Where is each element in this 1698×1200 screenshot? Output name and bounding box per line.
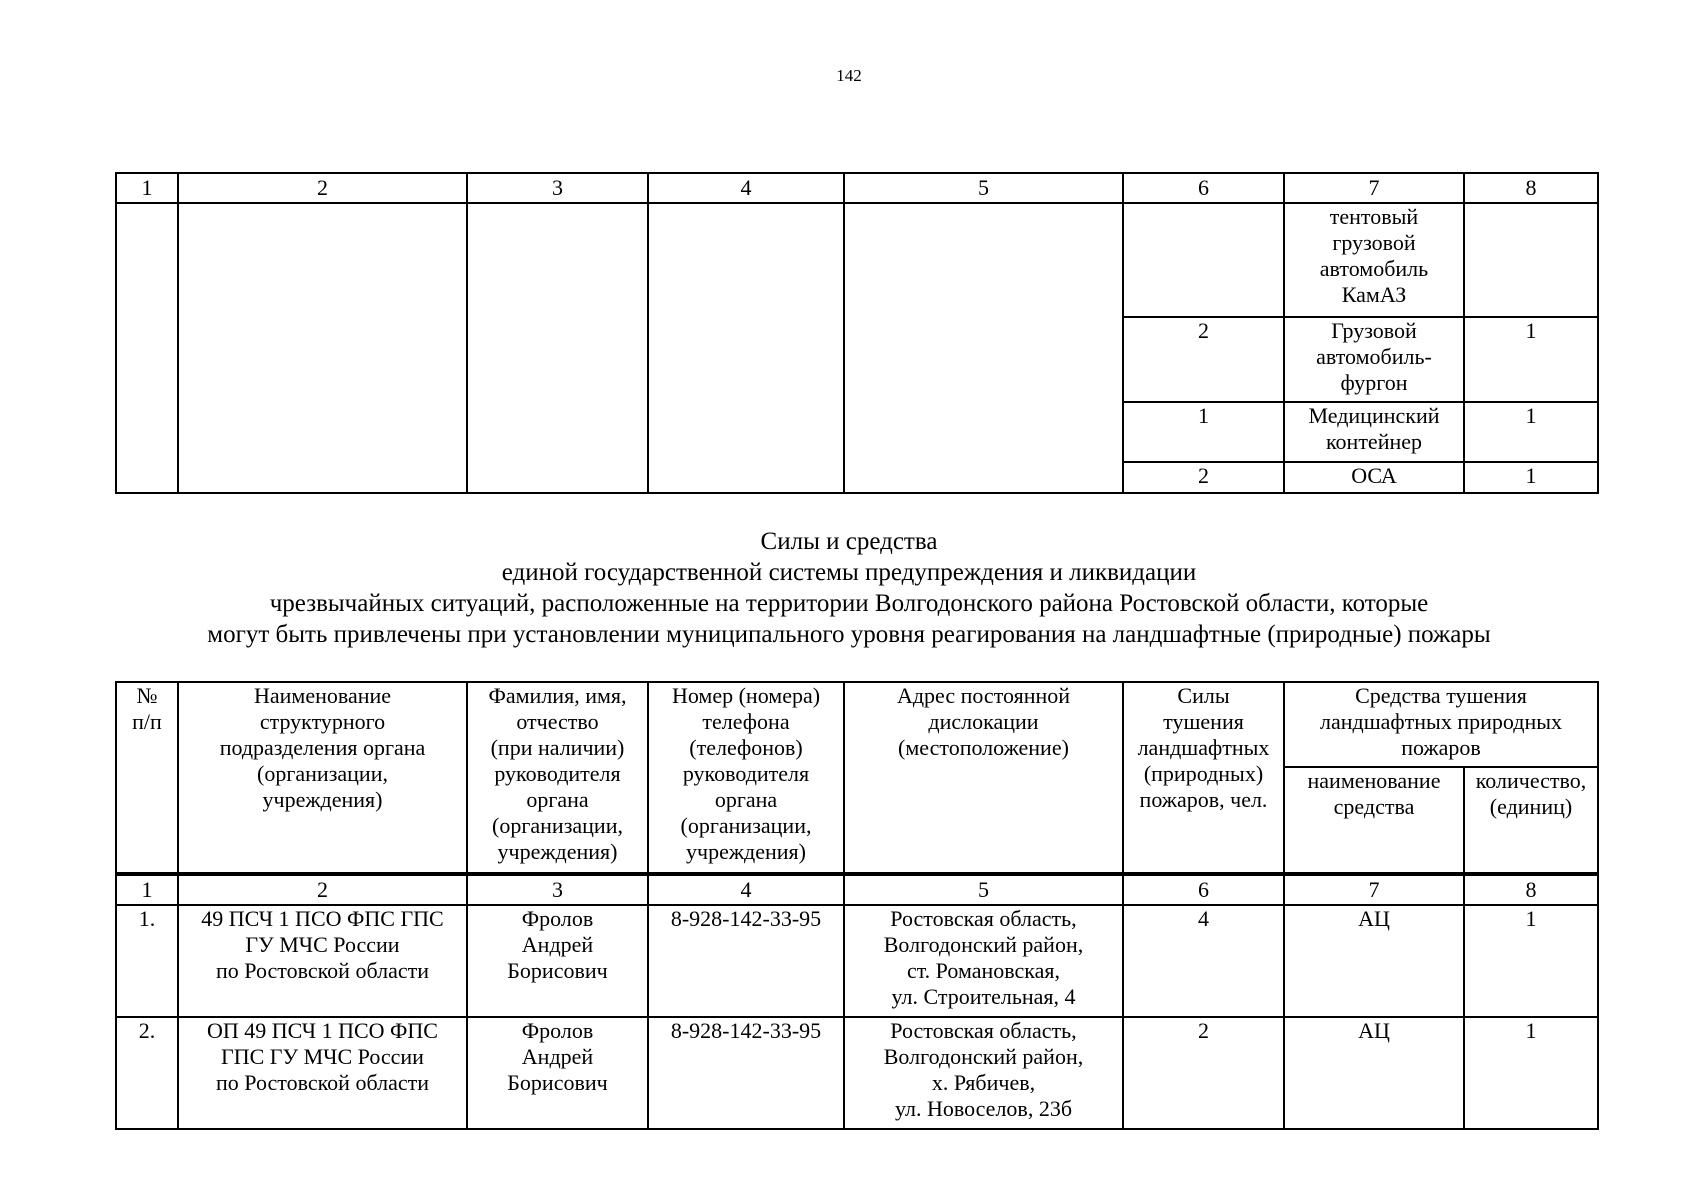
column-number: 7 [1284,874,1464,905]
empty-cell [178,203,467,493]
empty-cell [648,203,844,493]
header-num: № п/п [116,682,178,874]
column-number: 6 [1123,874,1284,905]
row-num-cell: 1. [116,905,178,1017]
forces-cell: 2 [1123,317,1284,402]
column-number: 3 [467,173,648,203]
column-number: 8 [1464,874,1598,905]
phone-cell: 8-928-142-33-95 [648,1017,844,1129]
header-row [116,682,1598,767]
means-qty-cell: 1 [1464,462,1598,493]
means-qty-cell: 1 [1464,402,1598,462]
means-qty-cell: 1 [1464,317,1598,402]
means-name-cell: Медицинский контейнер [1284,402,1464,462]
header-phone: Номер (номера) телефона (телефонов) руководителя органа (организации, учреждения) [648,682,844,874]
forces-cell: 2 [1123,1017,1284,1129]
means-qty-cell: 1 [1464,905,1598,1017]
column-number: 6 [1123,173,1284,203]
forces-cell: 1 [1123,402,1284,462]
column-number: 2 [178,173,467,203]
header-head-name: Фамилия, имя, отчество (при наличии) руководителя органа (организации, учреждения) [467,682,648,874]
page-number: 142 [836,66,862,85]
means-qty-cell [1464,203,1598,317]
table-row [116,905,1598,1017]
column-number: 4 [648,874,844,905]
column-number: 5 [844,173,1123,203]
means-qty-cell: 1 [1464,1017,1598,1129]
title-line: могут быть привлечены при установлении муниципального уровня реагирования на ландшафтные (природные) пожары [207,621,1491,648]
empty-cell [467,203,648,493]
column-number: 1 [116,874,178,905]
header-unit: Наименование структурного подразделения органа (организации, учреждения) [178,682,467,874]
means-name-cell: тентовый грузовой автомобиль КамАЗ [1284,203,1464,317]
column-number: 5 [844,874,1123,905]
header-means-qty: количество, (единиц) [1464,767,1598,874]
empty-cell [116,203,178,493]
column-number: 7 [1284,173,1464,203]
header-means-name: наименование средства [1284,767,1464,874]
forces-cell [1123,203,1284,317]
column-number: 4 [648,173,844,203]
forces-table [115,681,1599,1130]
means-name-cell: Грузовой автомобиль- фургон [1284,317,1464,402]
header-means-group: Средства тушения ландшафтных природных пожаров [1284,682,1598,767]
forces-cell: 4 [1123,905,1284,1017]
column-number-row [116,173,1598,203]
column-number: 1 [116,173,178,203]
title-line: чрезвычайных ситуаций, расположенные на территории Волгодонского района Ростовской области, которые [269,590,1429,617]
column-number: 8 [1464,173,1598,203]
address-cell: Ростовская область, Волгодонский район, ст. Романовская, ул. Строительная, 4 [844,905,1123,1017]
phone-cell: 8-928-142-33-95 [648,905,844,1017]
head-name-cell: Фролов Андрей Борисович [467,905,648,1017]
continuation-table [115,172,1599,494]
forces-cell: 2 [1123,462,1284,493]
column-number: 3 [467,874,648,905]
means-name-cell: АЦ [1284,905,1464,1017]
header-address: Адрес постоянной дислокации (местоположение) [844,682,1123,874]
unit-cell: ОП 49 ПСЧ 1 ПСО ФПС ГПС ГУ МЧС России по Ростовской области [178,1017,467,1129]
section-title [0,526,1698,650]
unit-cell: 49 ПСЧ 1 ПСО ФПС ГПС ГУ МЧС России по Ростовской области [178,905,467,1017]
row-num-cell: 2. [116,1017,178,1129]
title-line: единой государственной системы предупреждения и ликвидации [501,559,1197,586]
title-line: Силы и средства [760,528,938,555]
column-number-row [116,874,1598,905]
means-name-cell: ОСА [1284,462,1464,493]
head-name-cell: Фролов Андрей Борисович [467,1017,648,1129]
address-cell: Ростовская область, Волгодонский район, х. Рябичев, ул. Новоселов, 23б [844,1017,1123,1129]
column-number: 2 [178,874,467,905]
means-name-cell: АЦ [1284,1017,1464,1129]
header-forces: Силы тушения ландшафтных (природных) пожаров, чел. [1123,682,1284,874]
empty-cell [844,203,1123,493]
table-row [116,1017,1598,1129]
table-row [116,203,1598,317]
